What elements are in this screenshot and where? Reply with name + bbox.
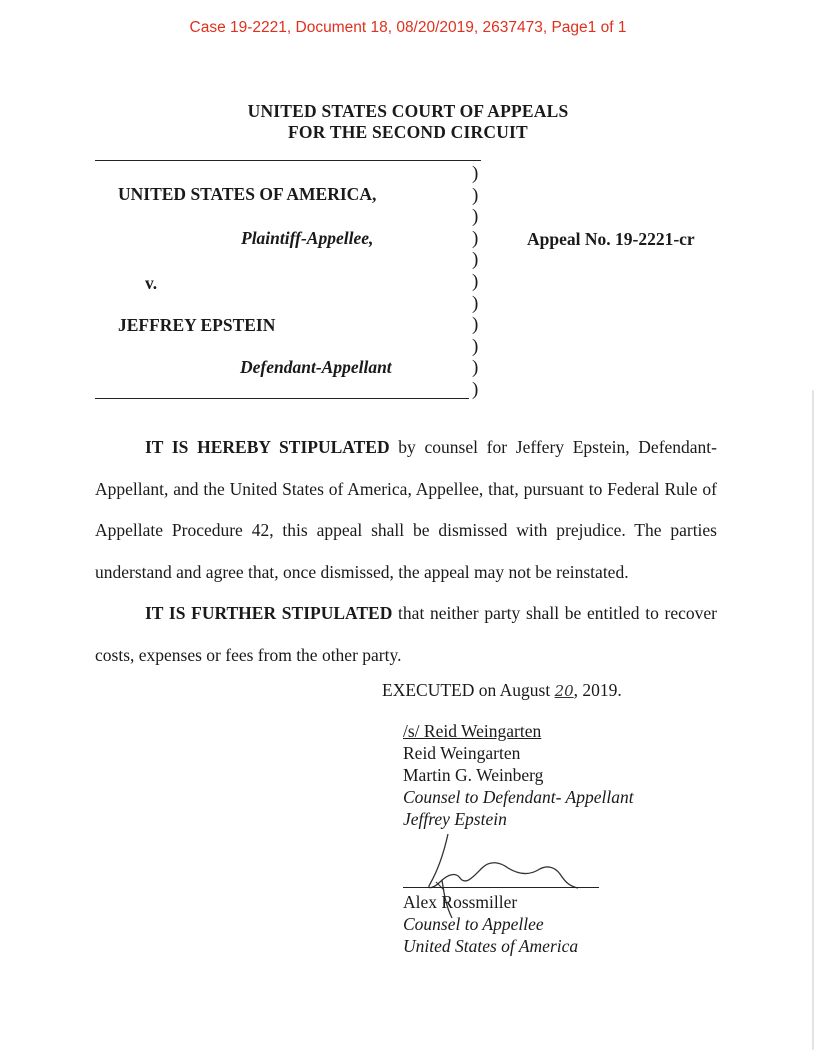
defendant-role: Defendant-Appellant [240, 357, 392, 377]
caption-paren: ) [472, 206, 479, 228]
defense-counsel-name-2: Martin G. Weinberg [403, 765, 544, 785]
stipulation-1-text: by counsel for Jeffery Epstein, Defendant-Appellant, and the United States of America, Appellee, that, pursuant to Federal Rule of Appellate Procedure 42, this appeal shall be dismissed with prejudice. The parties understand and agree that, once dismissed, the appeal may not be reinstated. [95, 437, 717, 582]
court-name-line-1: UNITED STATES COURT OF APPEALS [247, 101, 569, 121]
executed-date [382, 679, 622, 702]
case-header-stamp: Case 19-2221, Document 18, 08/20/2019, 2637473, Page1 of 1 [189, 19, 627, 36]
caption-top-rule [95, 160, 481, 161]
caption-paren: ) [472, 249, 479, 271]
caption-paren: ) [472, 378, 479, 400]
stipulation-paragraph-2 [95, 593, 717, 676]
defense-signature-block [403, 720, 634, 830]
caption-paren: ) [472, 292, 479, 314]
defense-client-name: Jeffrey Epstein [403, 809, 507, 829]
scan-page-edge [812, 390, 814, 1050]
caption-paren: ) [472, 335, 479, 357]
stipulation-paragraph-1 [95, 427, 717, 593]
defense-electronic-signature: /s/ Reid Weingarten [403, 721, 542, 741]
caption-paren: ) [472, 357, 479, 379]
defense-counsel-name-1: Reid Weingarten [403, 743, 521, 763]
caption-paren: ) [472, 184, 479, 206]
executed-prefix: EXECUTED on August [382, 680, 555, 700]
executed-suffix: , 2019. [573, 680, 622, 700]
court-name-line-2: FOR THE SECOND CIRCUIT [288, 122, 528, 142]
defendant-name: JEFFREY EPSTEIN [118, 315, 276, 335]
caption-bottom-rule [95, 398, 469, 399]
handwritten-day: 20 [554, 682, 574, 700]
stipulation-2-text: that neither party shall be entitled to recover costs, expenses or fees from the other party. [95, 603, 717, 665]
plaintiff-name: UNITED STATES OF AMERICA, [118, 184, 377, 204]
versus: v. [145, 273, 158, 293]
appellee-signature-line [403, 887, 599, 888]
defense-counsel-title: Counsel to Defendant- Appellant [403, 787, 634, 807]
appellee-counsel-name: Alex Rossmiller [403, 892, 518, 912]
stipulation-1-heading: IT IS HEREBY STIPULATED [145, 437, 390, 457]
caption-paren: ) [472, 227, 479, 249]
plaintiff-role: Plaintiff-Appellee, [241, 228, 374, 248]
appellee-signature-block [403, 891, 578, 957]
caption-paren-column [472, 163, 492, 401]
appellee-client-name: United States of America [403, 936, 579, 956]
stipulation-2-heading: IT IS FURTHER STIPULATED [145, 603, 393, 623]
caption-paren: ) [472, 314, 479, 336]
appellee-counsel-title: Counsel to Appellee [403, 914, 544, 934]
caption-paren: ) [472, 163, 479, 184]
appeal-number: Appeal No. 19-2221-cr [527, 229, 695, 249]
caption-paren: ) [472, 270, 479, 292]
